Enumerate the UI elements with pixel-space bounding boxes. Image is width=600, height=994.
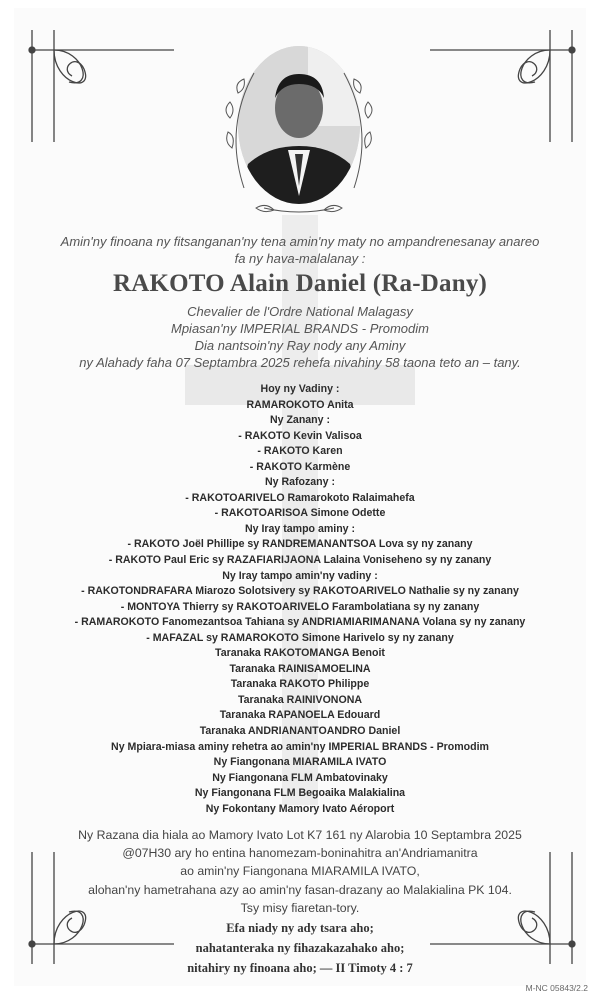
funeral-details [40, 826, 560, 917]
funeral-line: alohan'ny hametrahana azy ao amin'ny fasan-drazany ao Malakialina PK 104. [88, 882, 512, 897]
family-line: Hoy ny Vadiny : [260, 383, 340, 395]
intro-line: fa ny hava-malalanay : [234, 251, 366, 266]
title-line: ny Alahady faha 07 Septambra 2025 rehefa nivahiny 58 taona teto an – tany. [79, 355, 521, 370]
funeral-line: Ny Razana dia hiala ao Mamory Ivato Lot K7 161 ny Alarobia 10 Septambra 2025 [78, 828, 522, 842]
intro-line: Amin'ny finoana ny fitsanganan'ny tena amin'ny maty no ampandrenesanay anareo [60, 234, 540, 249]
portrait-frame [224, 38, 374, 213]
family-line: - RAKOTOARIVELO Ramarokoto Ralaimahefa [185, 491, 415, 504]
reference-code: M-NC 05843/2.2 [525, 983, 588, 993]
verse-line: nahatanteraka ny fihazakazahako aho; [195, 941, 405, 955]
family-line: Ny Zanany : [269, 414, 331, 427]
family-list [40, 382, 560, 817]
family-line: Taranaka RAINIVONONA [237, 693, 363, 706]
family-line: - RAKOTONDRAFARA Miarozo Solotsivery sy RAKOTOARIVELO Nathalie sy ny zanany [81, 585, 519, 598]
verse-line: nitahiry ny finoana aho; — II Timoty 4 : 7 [187, 961, 413, 975]
bible-verse [40, 918, 560, 978]
family-line: - RAKOTO Karmène [249, 460, 351, 473]
family-line: RAMAROKOTO Anita [246, 398, 354, 411]
funeral-line: ao amin'ny Fiangonana MIARAMILA IVATO, [180, 864, 420, 879]
corner-ornament-icon [24, 24, 174, 144]
family-line: Ny Fiangonana MIARAMILA IVATO [213, 756, 387, 769]
funeral-line: Tsy misy fiaretan-tory. [240, 900, 360, 915]
family-line: Taranaka RAINISAMOELINA [229, 662, 371, 675]
title-line: Dia nantsoin'ny Ray nody any Aminy [194, 338, 406, 353]
family-line: Taranaka RAKOTOMANGA Benoit [215, 647, 385, 660]
family-line: Ny Mpiara-miasa aminy rehetra ao amin'ny IMPERIAL BRANDS - Promodim [111, 740, 489, 753]
family-line: Taranaka ANDRIANANTOANDRO Daniel [199, 725, 401, 738]
family-line: Ny Fokontany Mamory Ivato Aéroport [205, 802, 395, 815]
family-line: - RAKOTO Paul Eric sy RAZAFIARIJAONA Lalaina Voniseheno sy ny zanany [108, 554, 492, 567]
funeral-line: @07H30 ary ho entina hanomezam-boninahitra an'Andriamanitra [122, 846, 478, 861]
family-line: Ny Fiangonana FLM Ambatovinaky [212, 771, 388, 784]
titles-block [40, 303, 560, 371]
family-line: Taranaka RAPANOELA Edouard [219, 709, 381, 722]
family-line: - MAFAZAL sy RAMAROKOTO Simone Harivelo sy ny zanany [146, 631, 454, 644]
family-line: - RAMAROKOTO Fanomezantsoa Tahiana sy ANDRIAMIARIMANANA Volana sy ny zanany [74, 616, 526, 629]
title-line: Chevalier de l'Ordre National Malagasy [187, 304, 413, 319]
title-line: Mpiasan'ny IMPERIAL BRANDS - Promodim [171, 321, 429, 336]
verse-line: Efa niady ny ady tsara aho; [226, 921, 374, 935]
family-line: Ny Rafozany : [264, 476, 336, 489]
family-line: - RAKOTO Kevin Valisoa [238, 429, 362, 442]
family-line: - RAKOTOARISOA Simone Odette [214, 507, 386, 520]
family-line: Ny Iray tampo aminy : [244, 522, 356, 535]
family-line: - MONTOYA Thierry sy RAKOTOARIVELO Farambolatiana sy ny zanany [120, 600, 480, 613]
intro-text [40, 233, 560, 267]
family-line: Taranaka RAKOTO Philippe [230, 678, 370, 691]
family-line: Ny Iray tampo amin'ny vadiny : [222, 569, 378, 582]
deceased-name: RAKOTO Alain Daniel (Ra-Dany) [112, 270, 488, 297]
leaf-wreath-icon [224, 38, 374, 213]
corner-ornament-icon [430, 24, 580, 144]
family-line: Ny Fiangonana FLM Begoaika Malakialina [194, 787, 406, 800]
family-line: - RAKOTO Karen [257, 445, 343, 458]
family-line: - RAKOTO Joël Phillipe sy RANDREMANANTSOA Lova sy ny zanany [127, 538, 473, 551]
